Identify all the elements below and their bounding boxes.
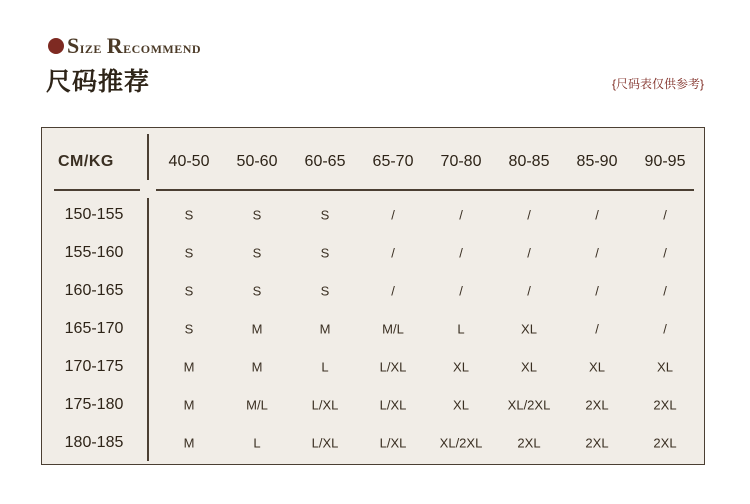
size-cell: L/XL (379, 435, 407, 451)
size-cell: XL (453, 359, 469, 375)
size-cell: M (183, 397, 195, 413)
size-cell: XL (521, 359, 537, 375)
size-cell: M/L (246, 397, 268, 413)
weight-header: 85-90 (576, 153, 618, 170)
size-cell: 2XL (653, 435, 677, 451)
size-cell: / (527, 245, 531, 261)
size-cell: / (391, 207, 395, 223)
size-cell: S (184, 245, 194, 261)
size-cell: / (663, 207, 667, 223)
size-cell: L (457, 321, 465, 337)
corner-label: CM/KG (58, 153, 114, 170)
size-cell: / (595, 245, 599, 261)
size-cell: M (319, 321, 331, 337)
size-cell: XL (657, 359, 673, 375)
size-cell: / (527, 207, 531, 223)
size-cell: M (183, 435, 195, 451)
size-cell: S (320, 283, 330, 299)
size-cell: / (391, 245, 395, 261)
size-cell: L/XL (311, 435, 339, 451)
size-cell: 2XL (585, 435, 609, 451)
size-cell: / (391, 283, 395, 299)
size-cell: L/XL (379, 397, 407, 413)
title-dot-icon (48, 38, 64, 54)
size-cell: / (663, 321, 667, 337)
height-label: 170-175 (64, 358, 124, 375)
size-cell: S (184, 283, 194, 299)
english-title: Size Recommend (67, 33, 202, 58)
size-cell: / (595, 207, 599, 223)
size-cell: XL (521, 321, 537, 337)
size-cell: / (459, 283, 463, 299)
size-cell: / (459, 207, 463, 223)
size-cell: / (663, 245, 667, 261)
size-cell: S (320, 245, 330, 261)
weight-header: 90-95 (644, 153, 686, 170)
size-cell: XL (453, 397, 469, 413)
size-cell: L (321, 359, 329, 375)
size-cell: / (459, 245, 463, 261)
size-cell: M (251, 321, 263, 337)
size-cell: S (252, 207, 262, 223)
size-cell: L/XL (311, 397, 339, 413)
height-label: 175-180 (64, 396, 124, 413)
size-cell: / (595, 321, 599, 337)
size-cell: 2XL (653, 397, 677, 413)
row-divider-vertical (147, 198, 149, 461)
size-cell: / (663, 283, 667, 299)
size-cell: / (527, 283, 531, 299)
weight-header: 40-50 (168, 153, 210, 170)
size-cell: XL/2XL (507, 397, 551, 413)
size-cell: 2XL (517, 435, 541, 451)
reference-note: {尺码表仅供参考} (611, 77, 704, 91)
size-cell: L/XL (379, 359, 407, 375)
corner-divider-horizontal (54, 189, 140, 191)
size-cell: XL/2XL (439, 435, 483, 451)
size-cell: M (251, 359, 263, 375)
size-cell: S (184, 207, 194, 223)
height-label: 155-160 (64, 244, 124, 261)
weight-header: 70-80 (440, 153, 482, 170)
size-cell: / (595, 283, 599, 299)
size-cell: S (252, 283, 262, 299)
size-cell: XL (589, 359, 605, 375)
size-cell: S (184, 321, 194, 337)
weight-header: 60-65 (304, 153, 346, 170)
weight-header: 50-60 (236, 153, 278, 170)
size-cell: S (252, 245, 262, 261)
height-label: 160-165 (64, 282, 124, 299)
size-cell: L (253, 435, 261, 451)
header-divider-vertical (147, 134, 149, 180)
size-cell: 2XL (585, 397, 609, 413)
height-label: 165-170 (64, 320, 124, 337)
size-cell: S (320, 207, 330, 223)
weight-header: 65-70 (372, 153, 414, 170)
size-cell: M (183, 359, 195, 375)
height-label: 150-155 (64, 206, 124, 223)
weight-header: 80-85 (508, 153, 550, 170)
size-cell: M/L (382, 321, 404, 337)
header-divider-horizontal (156, 189, 694, 191)
size-chart (41, 127, 705, 465)
height-label: 180-185 (64, 434, 124, 451)
chinese-title: 尺码推荐 (46, 68, 151, 96)
